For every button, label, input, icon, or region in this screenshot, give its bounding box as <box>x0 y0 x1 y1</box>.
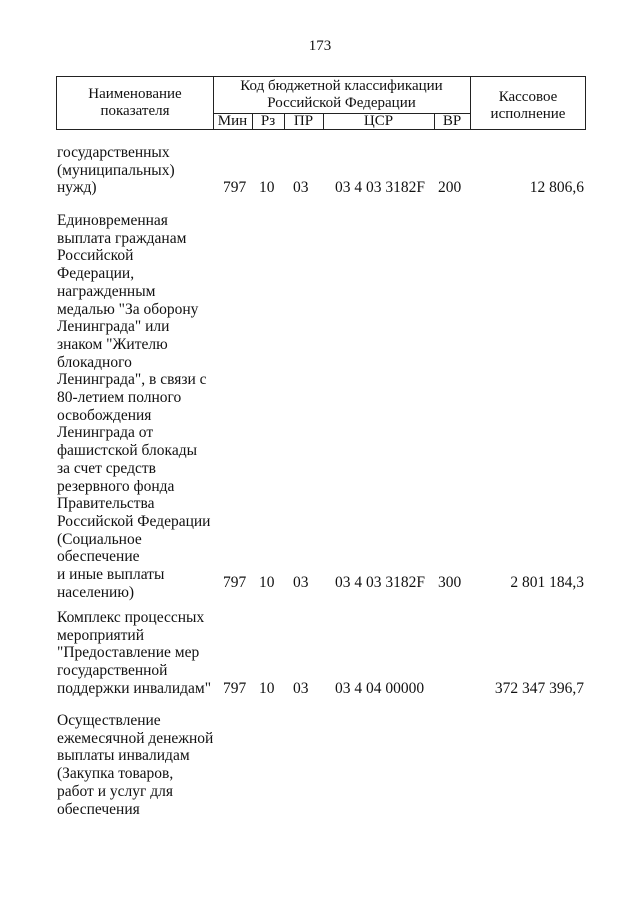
row-min: 797 <box>223 179 247 196</box>
row-pr: 03 <box>293 574 309 591</box>
row-amount: 12 806,6 <box>529 179 584 196</box>
page-number: 173 <box>308 38 332 54</box>
header-vr: ВР <box>442 113 462 129</box>
header-min: Мин <box>217 113 248 129</box>
header-pr: ПР <box>293 113 314 129</box>
header-bottom-rule <box>56 129 586 130</box>
header-name: Наименование показателя <box>88 86 182 119</box>
row-amount: 2 801 184,3 <box>510 574 584 591</box>
row-csr: 03 4 03 3182F <box>335 574 425 591</box>
header-csr: ЦСР <box>363 113 394 129</box>
row-name: государственных (муниципальных) нужд) <box>57 144 175 197</box>
row-csr: 03 4 03 3182F <box>335 179 425 196</box>
row-pr: 03 <box>293 179 309 196</box>
row-amount: 372 347 396,7 <box>494 680 584 697</box>
row-name: Осуществление ежемесячной денежной выплаты инвалидам (Закупка товаров, работ и услуг для обеспечения <box>57 712 214 818</box>
table-header <box>56 76 586 130</box>
row-pr: 03 <box>293 680 309 697</box>
row-rz: 10 <box>259 680 275 697</box>
row-rz: 10 <box>259 179 275 196</box>
row-vr: 300 <box>438 574 462 591</box>
row-name: Единовременная выплата гражданам Российской Федерации, награжденным медалью "За оборону Ленинграда" или знаком "Жителю блокадного Ленинграда", в связи с 80-летием полного освобождения Ленинграда от фашистской блокады за счет средств резервного фонда Правительства Российской Федерации (Социальное обеспечение и иные выплаты населению) <box>57 212 211 601</box>
row-rz: 10 <box>259 574 275 591</box>
row-min: 797 <box>223 680 247 697</box>
row-vr: 200 <box>438 179 462 196</box>
header-code-group: Код бюджетной классификации Российской Федерации <box>240 78 443 111</box>
header-amount: Кассовое исполнение <box>490 89 566 122</box>
header-rz: Рз <box>260 113 276 129</box>
row-min: 797 <box>223 574 247 591</box>
row-csr: 03 4 04 00000 <box>335 680 425 697</box>
row-name: Комплекс процессных мероприятий "Предоставление мер государственной поддержки инвалидам" <box>57 609 212 697</box>
